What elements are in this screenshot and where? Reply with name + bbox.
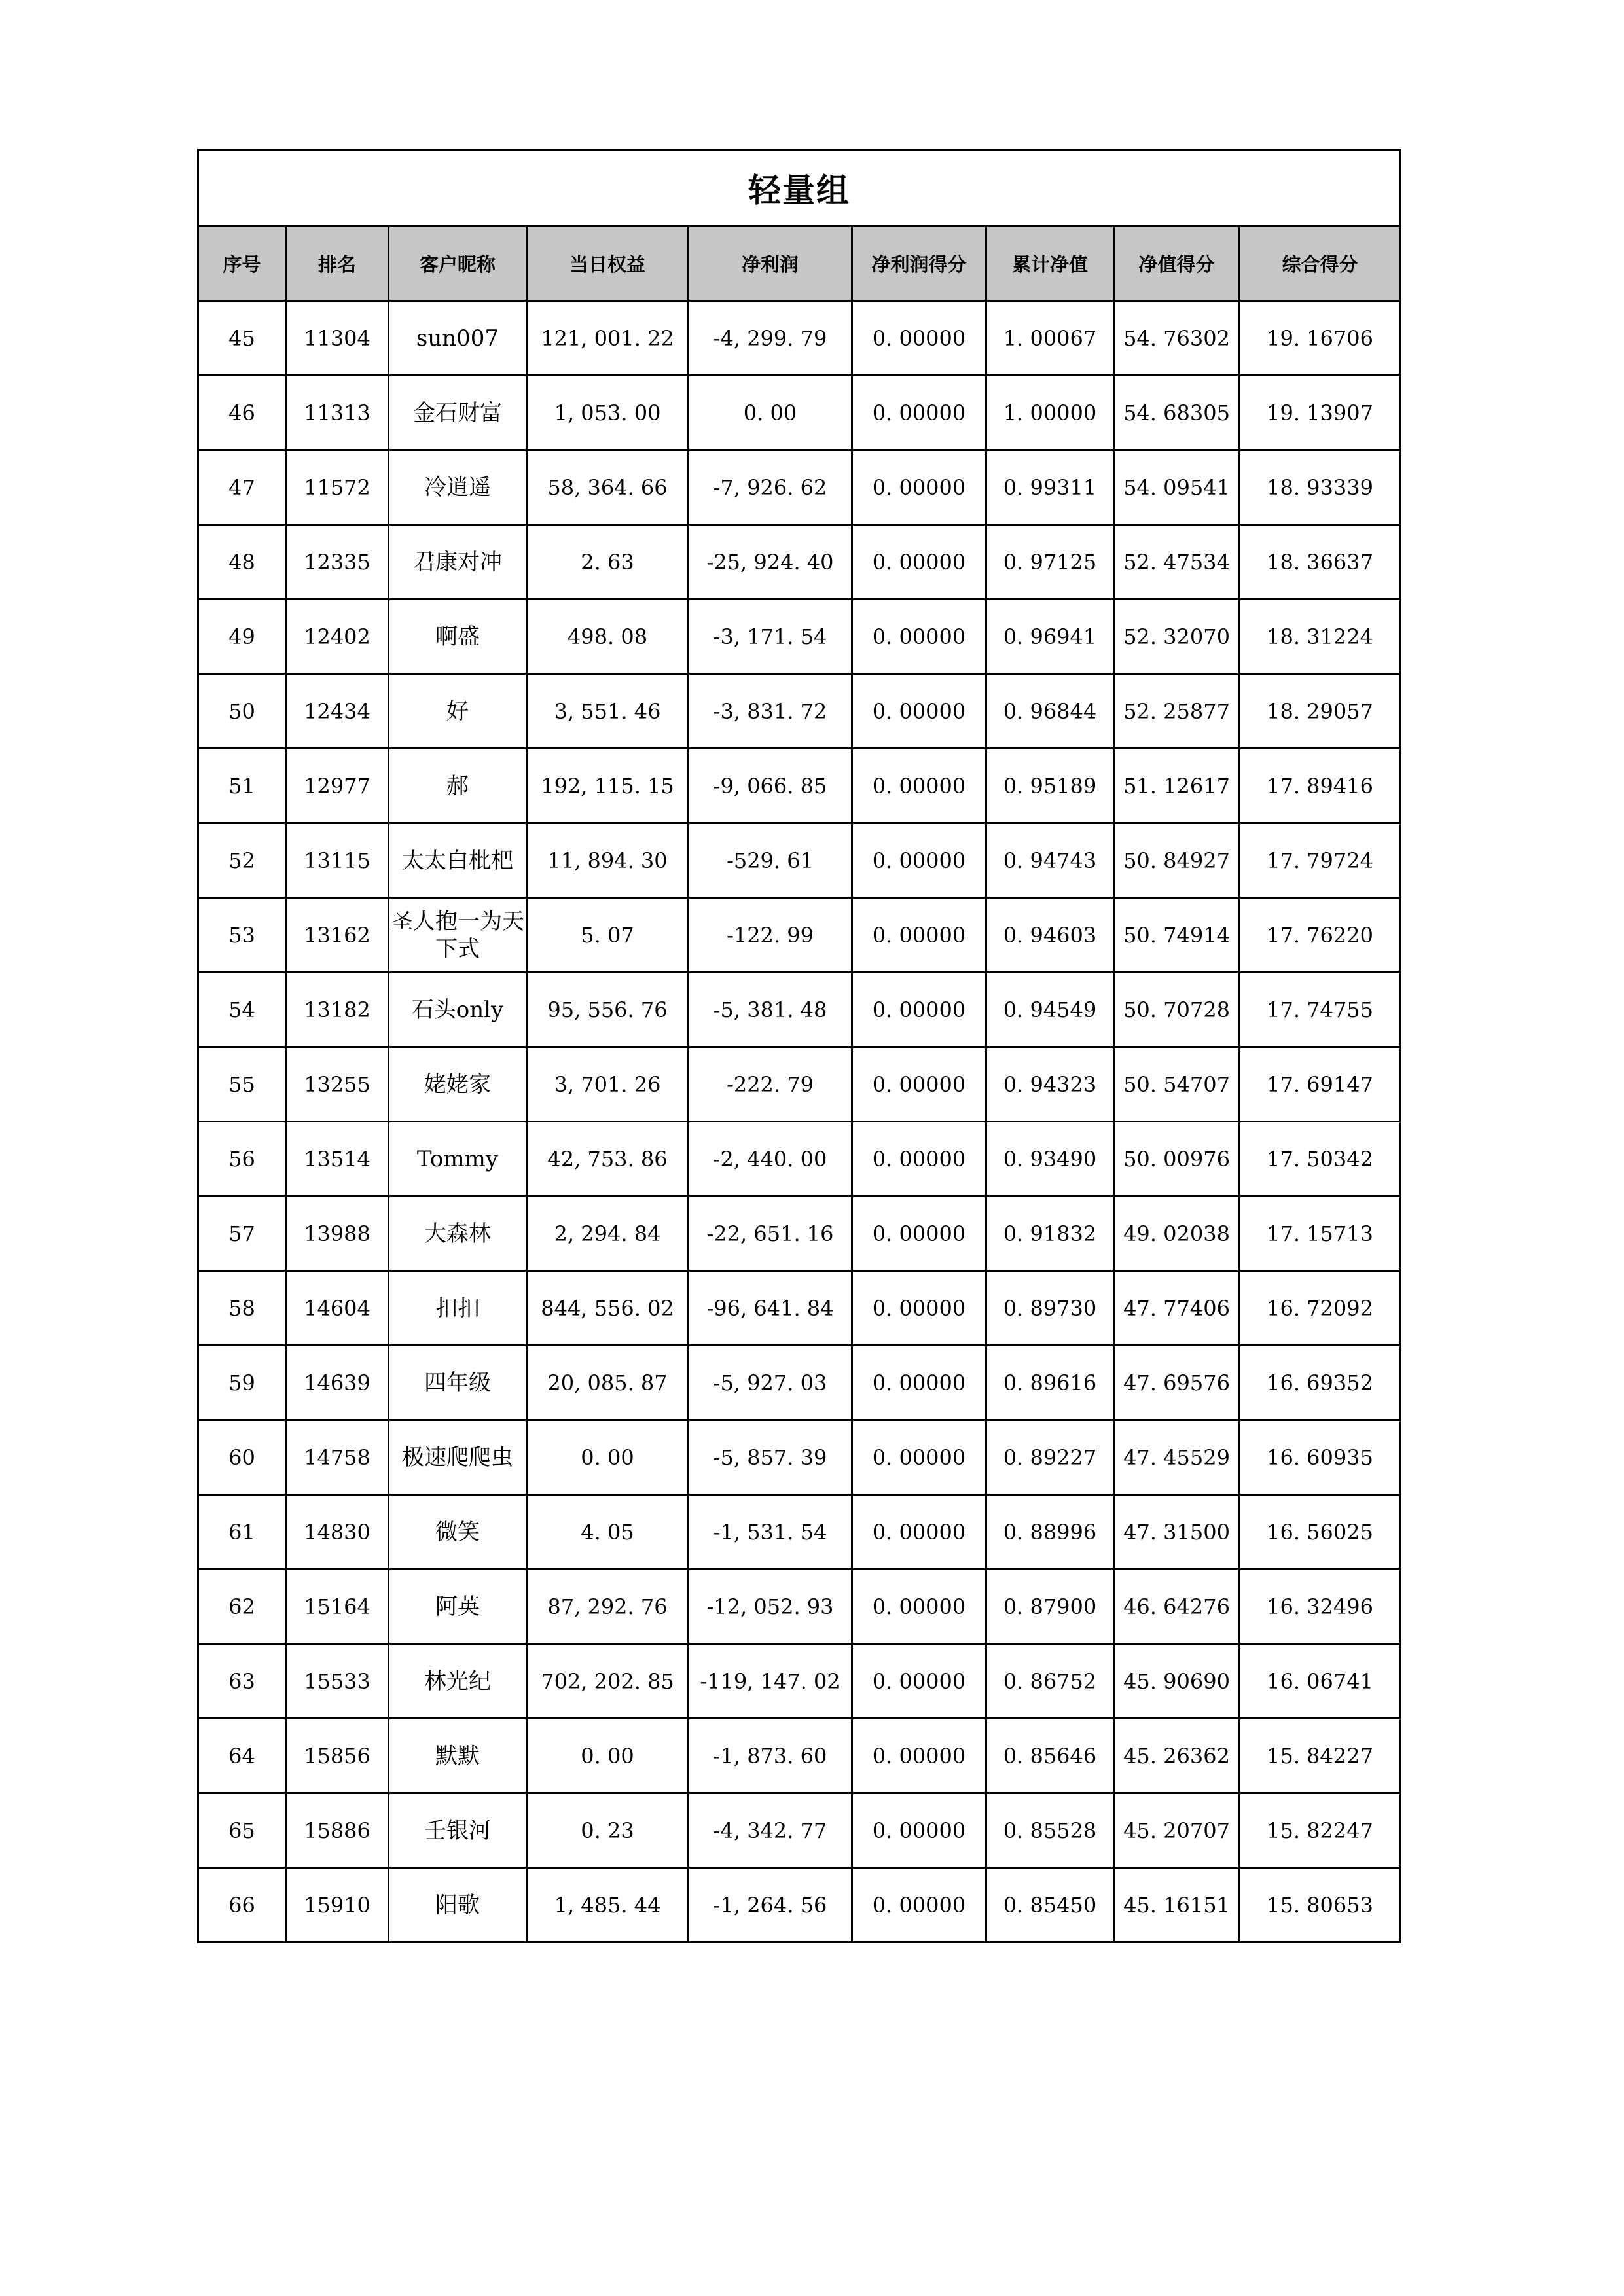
cell-net-profit: -119, 147. 02 [689,1644,852,1719]
table-row [198,1719,1401,1793]
cell-daily-equity: 95, 556. 76 [527,973,689,1047]
cell-net-profit-score: 0. 00000 [852,1644,986,1719]
table-row [198,823,1401,898]
cell-nickname: 林光纪 [389,1644,527,1719]
cell-nickname: 太太白枇杷 [389,823,527,898]
cell-nickname: 君康对冲 [389,525,527,600]
cell-net-profit-score: 0. 00000 [852,674,986,749]
cell-cumulative-nav: 0. 85450 [986,1868,1114,1943]
cell-net-profit: -5, 927. 03 [689,1346,852,1420]
cell-rank: 12977 [286,749,389,823]
cell-net-profit: -96, 641. 84 [689,1271,852,1346]
cell-cumulative-nav: 0. 99311 [986,450,1114,525]
cell-cumulative-nav: 0. 89616 [986,1346,1114,1420]
cell-net-profit: -9, 066. 85 [689,749,852,823]
cell-rank: 14639 [286,1346,389,1420]
cell-nav-score: 47. 45529 [1114,1420,1240,1495]
table-row [198,1420,1401,1495]
cell-nickname: 微笑 [389,1495,527,1570]
cell-nav-score: 50. 70728 [1114,973,1240,1047]
table-row [198,1868,1401,1943]
table-row [198,1495,1401,1570]
cell-cumulative-nav: 0. 94323 [986,1047,1114,1122]
cell-net-profit-score: 0. 00000 [852,1719,986,1793]
cell-net-profit-score: 0. 00000 [852,973,986,1047]
cell-net-profit-score: 0. 00000 [852,1122,986,1196]
cell-net-profit-score: 0. 00000 [852,450,986,525]
cell-nickname: Tommy [389,1122,527,1196]
cell-rank: 13115 [286,823,389,898]
cell-serial: 62 [198,1570,286,1644]
table-row [198,600,1401,674]
table-row [198,973,1401,1047]
cell-net-profit-score: 0. 00000 [852,525,986,600]
cell-rank: 13162 [286,898,389,973]
cell-rank: 12402 [286,600,389,674]
table-row [198,1196,1401,1271]
cell-serial: 60 [198,1420,286,1495]
cell-cumulative-nav: 1. 00000 [986,376,1114,450]
cell-net-profit: -3, 831. 72 [689,674,852,749]
cell-total-score: 17. 74755 [1240,973,1401,1047]
cell-cumulative-nav: 0. 96844 [986,674,1114,749]
cell-net-profit: -529. 61 [689,823,852,898]
cell-rank: 11572 [286,450,389,525]
cell-rank: 12434 [286,674,389,749]
cell-total-score: 18. 93339 [1240,450,1401,525]
cell-daily-equity: 58, 364. 66 [527,450,689,525]
cell-net-profit: -4, 342. 77 [689,1793,852,1868]
table-row [198,1346,1401,1420]
cell-net-profit-score: 0. 00000 [852,600,986,674]
cell-nickname: 大森林 [389,1196,527,1271]
cell-daily-equity: 42, 753. 86 [527,1122,689,1196]
cell-rank: 11304 [286,301,389,376]
cell-nav-score: 50. 00976 [1114,1122,1240,1196]
cell-total-score: 16. 72092 [1240,1271,1401,1346]
cell-cumulative-nav: 0. 94603 [986,898,1114,973]
cell-rank: 14758 [286,1420,389,1495]
table-title-row [198,150,1401,226]
table-row [198,301,1401,376]
cell-net-profit: -12, 052. 93 [689,1570,852,1644]
cell-nav-score: 47. 77406 [1114,1271,1240,1346]
cell-rank: 11313 [286,376,389,450]
cell-cumulative-nav: 0. 94549 [986,973,1114,1047]
cell-daily-equity: 498. 08 [527,600,689,674]
cell-net-profit-score: 0. 00000 [852,1793,986,1868]
cell-net-profit-score: 0. 00000 [852,1196,986,1271]
cell-total-score: 17. 15713 [1240,1196,1401,1271]
header-nav-score: 净值得分 [1114,226,1240,301]
cell-net-profit-score: 0. 00000 [852,1495,986,1570]
cell-serial: 61 [198,1495,286,1570]
cell-daily-equity: 87, 292. 76 [527,1570,689,1644]
cell-nav-score: 46. 64276 [1114,1570,1240,1644]
cell-daily-equity: 11, 894. 30 [527,823,689,898]
cell-serial: 58 [198,1271,286,1346]
cell-daily-equity: 2, 294. 84 [527,1196,689,1271]
cell-nickname: sun007 [389,301,527,376]
cell-nav-score: 49. 02038 [1114,1196,1240,1271]
cell-serial: 59 [198,1346,286,1420]
cell-net-profit-score: 0. 00000 [852,1271,986,1346]
cell-serial: 49 [198,600,286,674]
cell-cumulative-nav: 0. 86752 [986,1644,1114,1719]
cell-nav-score: 51. 12617 [1114,749,1240,823]
cell-nickname: 郝 [389,749,527,823]
cell-cumulative-nav: 0. 91832 [986,1196,1114,1271]
cell-nickname: 石头only [389,973,527,1047]
cell-nickname: 扣扣 [389,1271,527,1346]
cell-serial: 64 [198,1719,286,1793]
cell-nav-score: 47. 31500 [1114,1495,1240,1570]
cell-net-profit: -3, 171. 54 [689,600,852,674]
cell-cumulative-nav: 0. 96941 [986,600,1114,674]
cell-net-profit: -1, 873. 60 [689,1719,852,1793]
table-row [198,1271,1401,1346]
cell-total-score: 15. 84227 [1240,1719,1401,1793]
cell-total-score: 17. 89416 [1240,749,1401,823]
cell-cumulative-nav: 0. 95189 [986,749,1114,823]
cell-daily-equity: 2. 63 [527,525,689,600]
cell-total-score: 15. 82247 [1240,1793,1401,1868]
cell-total-score: 17. 79724 [1240,823,1401,898]
cell-rank: 14604 [286,1271,389,1346]
cell-net-profit: -5, 857. 39 [689,1420,852,1495]
cell-net-profit-score: 0. 00000 [852,1868,986,1943]
cell-serial: 48 [198,525,286,600]
cell-rank: 13255 [286,1047,389,1122]
cell-nav-score: 45. 90690 [1114,1644,1240,1719]
cell-rank: 15533 [286,1644,389,1719]
cell-serial: 53 [198,898,286,973]
cell-nav-score: 50. 54707 [1114,1047,1240,1122]
cell-nav-score: 54. 68305 [1114,376,1240,450]
cell-serial: 57 [198,1196,286,1271]
cell-net-profit: 0. 00 [689,376,852,450]
cell-total-score: 16. 60935 [1240,1420,1401,1495]
cell-total-score: 19. 16706 [1240,301,1401,376]
cell-nav-score: 50. 84927 [1114,823,1240,898]
cell-daily-equity: 121, 001. 22 [527,301,689,376]
cell-nickname: 啊盛 [389,600,527,674]
header-rank: 排名 [286,226,389,301]
header-total-score: 综合得分 [1240,226,1401,301]
cell-nickname: 四年级 [389,1346,527,1420]
table-row [198,1570,1401,1644]
cell-rank: 15886 [286,1793,389,1868]
table-row [198,1047,1401,1122]
cell-total-score: 16. 06741 [1240,1644,1401,1719]
cell-rank: 13182 [286,973,389,1047]
cell-daily-equity: 0. 00 [527,1420,689,1495]
cell-net-profit: -2, 440. 00 [689,1122,852,1196]
cell-rank: 14830 [286,1495,389,1570]
table-row [198,749,1401,823]
cell-cumulative-nav: 0. 93490 [986,1122,1114,1196]
cell-net-profit-score: 0. 00000 [852,823,986,898]
cell-net-profit: -122. 99 [689,898,852,973]
cell-daily-equity: 3, 701. 26 [527,1047,689,1122]
table-row [198,376,1401,450]
cell-nickname: 默默 [389,1719,527,1793]
cell-daily-equity: 1, 053. 00 [527,376,689,450]
header-cumulative-nav: 累计净值 [986,226,1114,301]
header-net-profit-score: 净利润得分 [852,226,986,301]
cell-cumulative-nav: 1. 00067 [986,301,1114,376]
cell-daily-equity: 0. 00 [527,1719,689,1793]
cell-net-profit: -1, 531. 54 [689,1495,852,1570]
table-row [198,1644,1401,1719]
cell-net-profit-score: 0. 00000 [852,376,986,450]
cell-nickname: 圣人抱一为天下式 [389,898,527,973]
cell-cumulative-nav: 0. 85646 [986,1719,1114,1793]
table-row [198,525,1401,600]
table-row [198,898,1401,973]
cell-serial: 63 [198,1644,286,1719]
cell-nav-score: 52. 25877 [1114,674,1240,749]
cell-nickname: 壬银河 [389,1793,527,1868]
cell-serial: 51 [198,749,286,823]
cell-nickname: 阿英 [389,1570,527,1644]
cell-nav-score: 54. 09541 [1114,450,1240,525]
cell-total-score: 18. 29057 [1240,674,1401,749]
cell-nickname: 极速爬爬虫 [389,1420,527,1495]
cell-rank: 12335 [286,525,389,600]
cell-rank: 13514 [286,1122,389,1196]
cell-nav-score: 47. 69576 [1114,1346,1240,1420]
cell-daily-equity: 844, 556. 02 [527,1271,689,1346]
cell-nav-score: 54. 76302 [1114,301,1240,376]
cell-cumulative-nav: 0. 85528 [986,1793,1114,1868]
cell-serial: 46 [198,376,286,450]
cell-total-score: 17. 76220 [1240,898,1401,973]
cell-net-profit-score: 0. 00000 [852,1570,986,1644]
cell-daily-equity: 192, 115. 15 [527,749,689,823]
table-row [198,1793,1401,1868]
header-net-profit: 净利润 [689,226,852,301]
cell-total-score: 17. 50342 [1240,1122,1401,1196]
cell-serial: 65 [198,1793,286,1868]
cell-daily-equity: 1, 485. 44 [527,1868,689,1943]
cell-daily-equity: 702, 202. 85 [527,1644,689,1719]
cell-net-profit-score: 0. 00000 [852,749,986,823]
header-serial: 序号 [198,226,286,301]
cell-net-profit-score: 0. 00000 [852,301,986,376]
cell-nav-score: 52. 47534 [1114,525,1240,600]
cell-nickname: 阳歌 [389,1868,527,1943]
cell-cumulative-nav: 0. 89730 [986,1271,1114,1346]
cell-net-profit: -25, 924. 40 [689,525,852,600]
cell-serial: 50 [198,674,286,749]
cell-total-score: 18. 36637 [1240,525,1401,600]
cell-rank: 13988 [286,1196,389,1271]
cell-cumulative-nav: 0. 87900 [986,1570,1114,1644]
cell-nickname: 金石财富 [389,376,527,450]
cell-total-score: 16. 32496 [1240,1570,1401,1644]
table-row [198,674,1401,749]
cell-nav-score: 50. 74914 [1114,898,1240,973]
cell-net-profit-score: 0. 00000 [852,898,986,973]
table-title: 轻量组 [198,150,1401,226]
cell-serial: 66 [198,1868,286,1943]
cell-nav-score: 45. 26362 [1114,1719,1240,1793]
header-daily-equity: 当日权益 [527,226,689,301]
cell-total-score: 19. 13907 [1240,376,1401,450]
cell-net-profit: -5, 381. 48 [689,973,852,1047]
header-nickname: 客户昵称 [389,226,527,301]
cell-net-profit: -4, 299. 79 [689,301,852,376]
cell-rank: 15164 [286,1570,389,1644]
cell-total-score: 16. 69352 [1240,1346,1401,1420]
cell-daily-equity: 5. 07 [527,898,689,973]
table-body [198,301,1401,1943]
cell-serial: 56 [198,1122,286,1196]
cell-nickname: 冷逍遥 [389,450,527,525]
cell-total-score: 16. 56025 [1240,1495,1401,1570]
cell-total-score: 17. 69147 [1240,1047,1401,1122]
cell-daily-equity: 4. 05 [527,1495,689,1570]
cell-daily-equity: 0. 23 [527,1793,689,1868]
cell-net-profit-score: 0. 00000 [852,1047,986,1122]
ranking-table [197,149,1401,1943]
cell-nickname: 好 [389,674,527,749]
cell-cumulative-nav: 0. 97125 [986,525,1114,600]
cell-total-score: 15. 80653 [1240,1868,1401,1943]
cell-nav-score: 45. 16151 [1114,1868,1240,1943]
cell-cumulative-nav: 0. 88996 [986,1495,1114,1570]
cell-serial: 55 [198,1047,286,1122]
cell-cumulative-nav: 0. 89227 [986,1420,1114,1495]
cell-serial: 45 [198,301,286,376]
cell-nickname: 姥姥家 [389,1047,527,1122]
table-row [198,1122,1401,1196]
cell-nav-score: 45. 20707 [1114,1793,1240,1868]
cell-net-profit: -22, 651. 16 [689,1196,852,1271]
cell-serial: 47 [198,450,286,525]
cell-cumulative-nav: 0. 94743 [986,823,1114,898]
cell-net-profit-score: 0. 00000 [852,1420,986,1495]
cell-serial: 52 [198,823,286,898]
cell-net-profit: -222. 79 [689,1047,852,1122]
cell-net-profit-score: 0. 00000 [852,1346,986,1420]
cell-daily-equity: 3, 551. 46 [527,674,689,749]
cell-rank: 15910 [286,1868,389,1943]
cell-net-profit: -7, 926. 62 [689,450,852,525]
cell-daily-equity: 20, 085. 87 [527,1346,689,1420]
cell-total-score: 18. 31224 [1240,600,1401,674]
table-row [198,450,1401,525]
cell-net-profit: -1, 264. 56 [689,1868,852,1943]
cell-rank: 15856 [286,1719,389,1793]
cell-nav-score: 52. 32070 [1114,600,1240,674]
cell-serial: 54 [198,973,286,1047]
header-row [198,226,1401,301]
